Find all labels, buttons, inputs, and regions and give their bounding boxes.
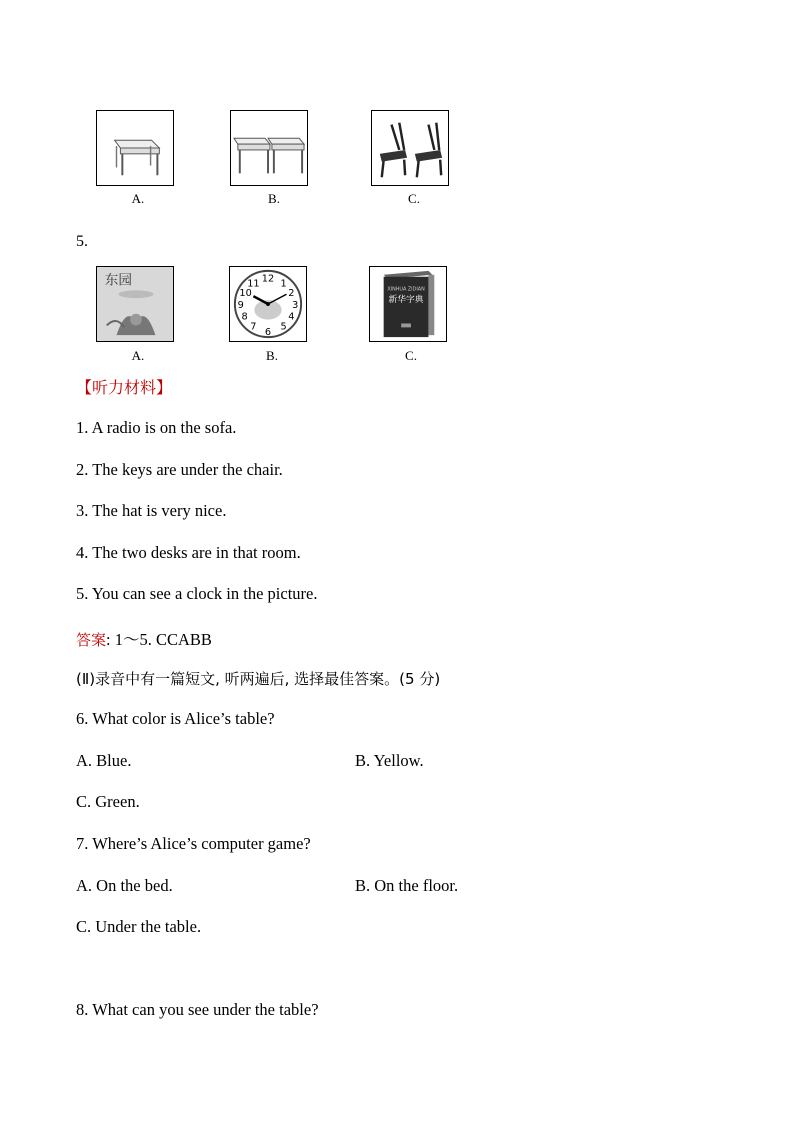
question-7-option-b[interactable]: B. On the floor. xyxy=(355,876,459,895)
section-2-instruction: (Ⅱ)录音中有一篇短文, 听两遍后, 选择最佳答案。(5 分) xyxy=(76,670,441,688)
question-7-option-a[interactable]: A. On the bed. xyxy=(76,876,173,895)
dictionary-icon xyxy=(370,267,446,341)
svg-text:12: 12 xyxy=(261,273,275,285)
q5-option-a-label: A. xyxy=(131,348,145,363)
dictionary-title: 新华字典 xyxy=(388,295,424,306)
svg-text:2: 2 xyxy=(288,288,295,300)
clock-icon xyxy=(230,267,306,341)
svg-text:8: 8 xyxy=(241,311,248,323)
dictionary-subtitle: XINHUA ZIDIAN xyxy=(387,286,425,293)
two-chairs-icon xyxy=(372,111,448,185)
single-desk-icon xyxy=(97,111,173,185)
svg-text:7: 7 xyxy=(250,321,257,333)
option-a-label: A. xyxy=(131,191,145,206)
svg-text:3: 3 xyxy=(292,299,299,311)
q5-option-c-label: C. xyxy=(405,348,417,363)
script-line-4: 4. The two desks are in that room. xyxy=(76,543,301,562)
q5-option-c-image xyxy=(369,266,447,342)
option-c-image xyxy=(371,110,449,186)
book-cover-icon xyxy=(97,267,173,341)
svg-text:5: 5 xyxy=(280,321,287,333)
q5-option-a-image xyxy=(96,266,174,342)
option-a-image xyxy=(96,110,174,186)
question-6-option-b[interactable]: B. Yellow. xyxy=(355,751,424,770)
script-line-2: 2. The keys are under the chair. xyxy=(76,460,283,479)
question-6-stem: 6. What color is Alice’s table? xyxy=(76,709,275,728)
svg-text:4: 4 xyxy=(288,311,295,323)
book-cover-title: 东园 xyxy=(104,272,133,289)
answer-line xyxy=(76,626,212,650)
svg-text:1: 1 xyxy=(280,278,287,290)
script-line-5: 5. You can see a clock in the picture. xyxy=(76,584,318,603)
script-line-1: 1. A radio is on the sofa. xyxy=(76,418,237,437)
svg-text:6: 6 xyxy=(264,327,272,339)
option-c-label: C. xyxy=(408,191,420,206)
script-line-3: 3. The hat is very nice. xyxy=(76,501,227,520)
question-6-option-c[interactable]: C. Green. xyxy=(76,792,140,811)
question-6-option-a[interactable]: A. Blue. xyxy=(76,751,132,770)
question-5-number: 5. xyxy=(76,233,88,250)
q5-option-b-label: B. xyxy=(266,348,278,363)
answer-label: 答案 xyxy=(76,631,107,649)
script-heading: 【听力材料】 xyxy=(76,378,173,397)
q5-option-b-image xyxy=(229,266,307,342)
svg-text:9: 9 xyxy=(237,299,244,311)
question-7-option-c[interactable]: C. Under the table. xyxy=(76,917,202,936)
svg-text:11: 11 xyxy=(247,278,260,290)
option-b-label: B. xyxy=(268,191,280,206)
question-8-stem: 8. What can you see under the table? xyxy=(76,1000,319,1019)
two-desks-icon xyxy=(231,111,307,185)
option-b-image xyxy=(230,110,308,186)
answer-text: : 1～5. CCABB xyxy=(106,630,212,649)
question-7-stem: 7. Where’s Alice’s computer game? xyxy=(76,834,311,853)
svg-text:10: 10 xyxy=(239,288,252,300)
